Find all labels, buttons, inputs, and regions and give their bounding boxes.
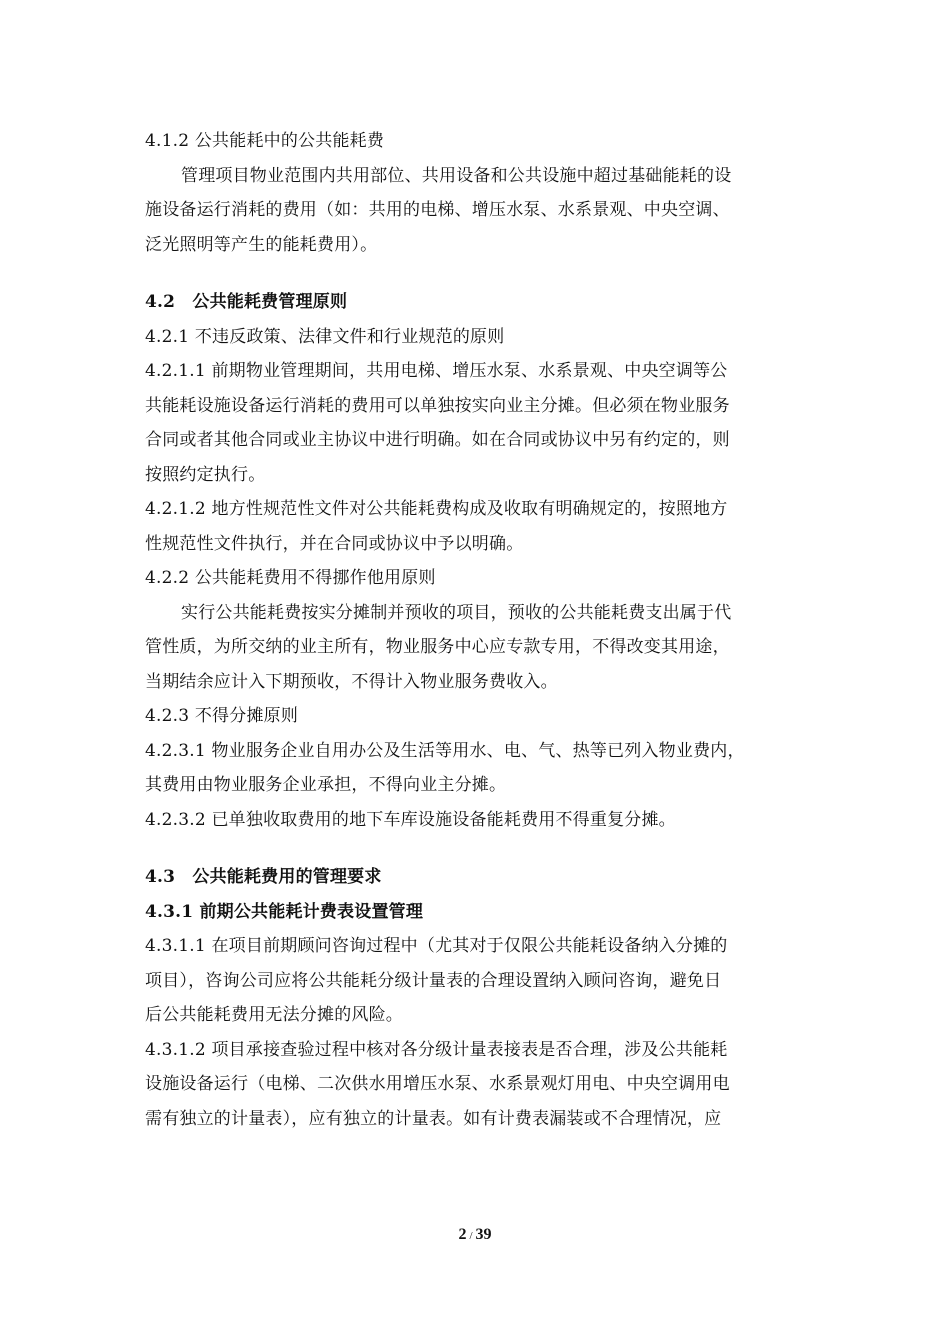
section-heading-4-2-1: 4.2.1 不违反政策、法律文件和行业规范的原则 [145, 326, 505, 347]
paragraph-line: 施设备运行消耗的费用（如：共用的电梯、增压水泵、水系景观、中央空调、 [145, 200, 730, 220]
page-number [0, 1226, 950, 1244]
paragraph-line: 按照约定执行。 [145, 464, 266, 485]
paragraph-line: 4.3.1.2 项目承接查验过程中核对各分级计量表接表是否合理，涉及公共能耗 [145, 1039, 728, 1060]
section-heading-4-3-1: 4.3.1 前期公共能耗计费表设置管理 [145, 901, 424, 922]
paragraph-line: 合同或者其他合同或业主协议中进行明确。如在合同或协议中另有约定的，则 [145, 430, 730, 450]
paragraph-line: 性规范性文件执行，并在合同或协议中予以明确。 [145, 533, 524, 554]
paragraph-line: 后公共能耗费用无法分摊的风险。 [145, 1005, 403, 1025]
paragraph-line: 实行公共能耗费按实分摊制并预收的项目，预收的公共能耗费支出属于代 [181, 602, 732, 623]
section-heading-4-3: 4.3 公共能耗费用的管理要求 [145, 867, 382, 887]
page-separator: / [469, 1230, 473, 1242]
paragraph-line: 管理项目物业范围内共用部位、共用设备和公共设施中超过基础能耗的设 [181, 165, 732, 186]
paragraph-line: 需有独立的计量表），应有独立的计量表。如有计费表漏装或不合理情况，应 [145, 1108, 722, 1129]
paragraph-line: 4.2.3.1 物业服务企业自用办公及生活等用水、电、气、热等已列入物业费内， [145, 740, 745, 761]
section-heading-4-1-2: 4.1.2 公共能耗中的公共能耗费 [145, 131, 385, 151]
paragraph-line: 4.2.1.1 前期物业管理期间，共用电梯、增压水泵、水系景观、中央空调等公 [145, 361, 728, 381]
paragraph-line: 4.2.1.2 地方性规范性文件对公共能耗费构成及收取有明确规定的，按照地方 [145, 499, 728, 519]
paragraph-line: 4.3.1.1 在项目前期顾问咨询过程中（尤其对于仅限公共能耗设备纳入分摊的 [145, 936, 728, 956]
current-page-number: 2 [458, 1226, 467, 1243]
paragraph-line: 管性质，为所交纳的业主所有，物业服务中心应专款专用，不得改变其用途， [145, 637, 730, 657]
total-page-count: 39 [475, 1226, 492, 1243]
document-body [145, 124, 825, 1136]
section-gap [145, 837, 825, 860]
paragraph-line: 项目），咨询公司应将公共能耗分级计量表的合理设置纳入顾问咨询，避免日 [145, 970, 722, 991]
section-gap [145, 262, 825, 285]
paragraph-line: 设施设备运行（电梯、二次供水用增压水泵、水系景观灯用电、中央空调用电 [145, 1074, 730, 1094]
paragraph-line: 泛光照明等产生的能耗费用）。 [145, 234, 378, 255]
paragraph-line: 共能耗设施设备运行消耗的费用可以单独按实向业主分摊。但必须在物业服务 [145, 395, 730, 416]
section-heading-4-2-3: 4.2.3 不得分摊原则 [145, 706, 299, 726]
section-heading-4-2-2: 4.2.2 公共能耗费用不得挪作他用原则 [145, 568, 436, 588]
section-heading-4-2: 4.2 公共能耗费管理原则 [145, 292, 348, 312]
paragraph-line: 4.2.3.2 已单独收取费用的地下车库设施设备能耗费用不得重复分摊。 [145, 809, 676, 830]
paragraph-line: 其费用由物业服务企业承担，不得向业主分摊。 [145, 775, 507, 795]
paragraph-line: 当期结余应计入下期预收，不得计入物业服务费收入。 [145, 671, 558, 692]
